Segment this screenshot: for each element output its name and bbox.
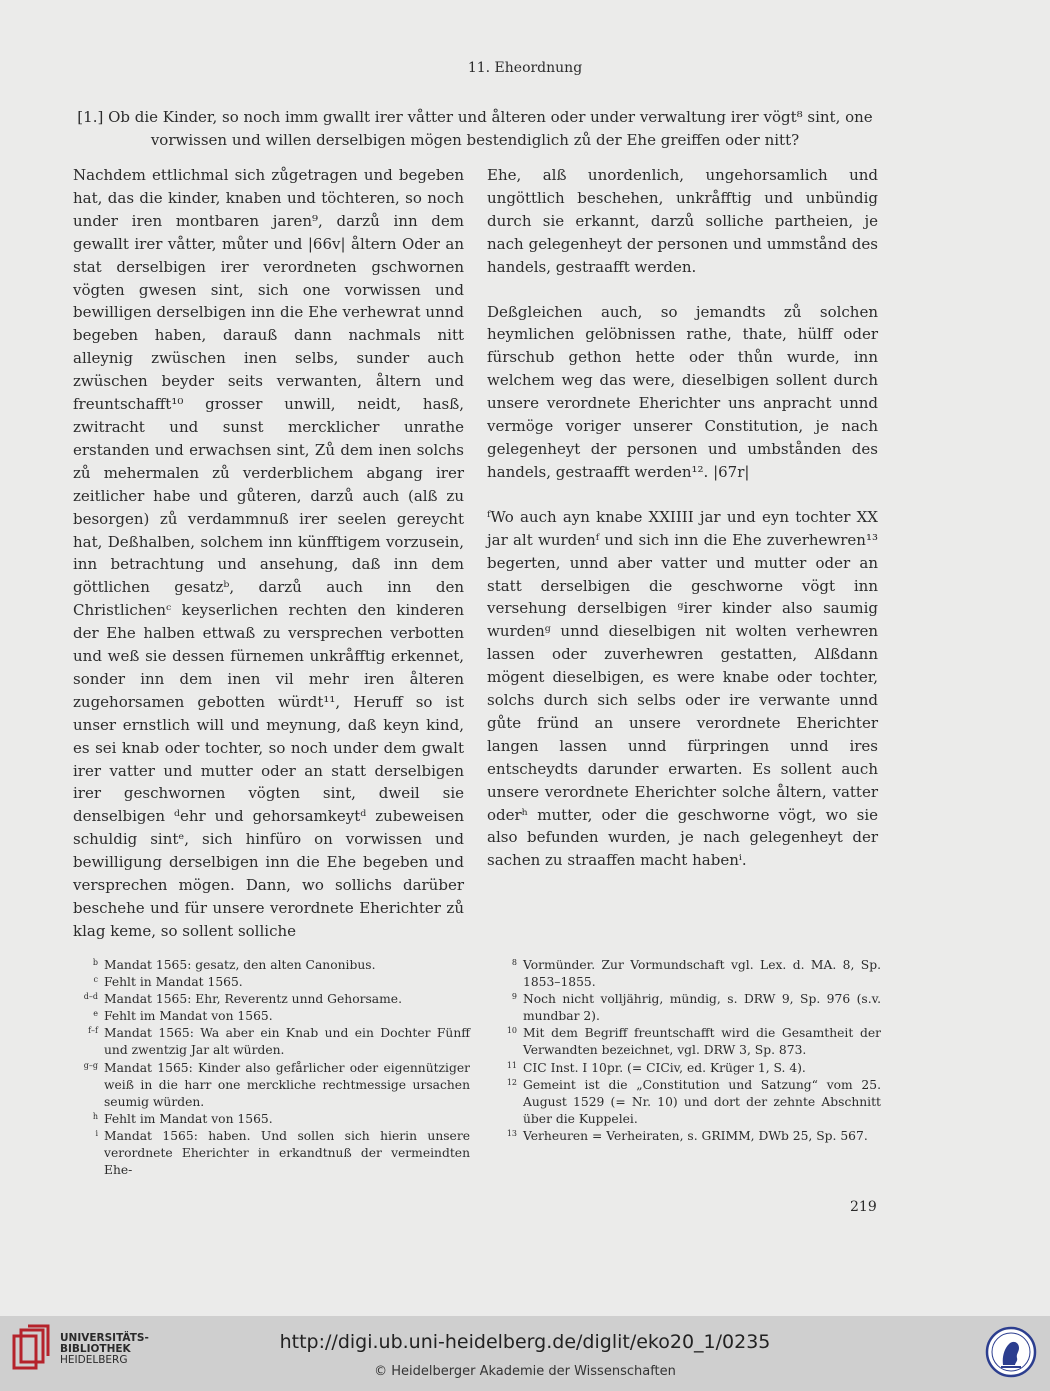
footnote-text: Noch nicht volljährig, mündig, s. DRW 9, Sp. 976 (s.v. mundbar 2). (523, 992, 881, 1024)
footnote-text: Mandat 1565: Wa aber ein Knab und ein Dochter Fünff und zwentzig Jar alt würden. (104, 1026, 470, 1058)
footnote-text: Verheuren = Verheiraten, s. GRIMM, DWb 25, Sp. 567. (523, 1128, 868, 1143)
library-name-line: BIBLIOTHEK (60, 1343, 131, 1355)
footnote-text: CIC Inst. I 10pr. (= CICiv, ed. Krüger 1, S. 4). (523, 1060, 806, 1075)
footnote (497, 991, 881, 1025)
footnote-mark: e (93, 1009, 98, 1019)
footnote (78, 1060, 470, 1111)
footnote-text: Vormünder. Zur Vormundschaft vgl. Lex. d. MA. 8, Sp. 1853–1855. (523, 958, 881, 990)
footnote (78, 1111, 470, 1128)
footnote-text: Fehlt im Mandat von 1565. (104, 1009, 273, 1024)
left-column (73, 164, 464, 943)
footnote (497, 1060, 881, 1077)
running-head: 11. Eheordnung (467, 60, 583, 76)
footnote-text: Gemeint ist die „Constitution und Satzung“ vom 25. August 1529 (= Nr. 10) und dort der zehnte Abschnitt über die Kuppelei. (523, 1077, 881, 1126)
footnote-text: Mandat 1565: Ehr, Reverentz unnd Gehorsame. (104, 992, 402, 1007)
footnote-mark: c (93, 975, 98, 985)
footnote-text: Mit dem Begriff freuntschafft wird die Gesamtheit der Verwandten bezeichnet, vgl. DRW 3, Sp. 873. (523, 1026, 881, 1058)
footnote-mark: g–g (83, 1060, 98, 1070)
footnotes-left (78, 957, 470, 1179)
section-heading: [1.] Ob die Kinder, so noch imm gwallt irer våtter und ålteren oder under verwaltung irer vögt⁸ sint, one vorwissen und willen derselbigen mögen bestendiglich zů der Ehe greiffen oder nitt? (77, 108, 873, 149)
right-column (487, 164, 878, 872)
footnote-mark: 8 (511, 958, 517, 967)
footnote-mark: i (95, 1128, 98, 1138)
footnote-text: Fehlt im Mandat von 1565. (104, 1111, 273, 1126)
footnote-mark: f–f (88, 1026, 98, 1036)
footnote-mark: 12 (506, 1077, 517, 1087)
footnote (78, 974, 470, 991)
footnote-mark: 10 (506, 1026, 517, 1036)
footnote-text: Fehlt in Mandat 1565. (104, 975, 243, 990)
copyright-notice: © Heidelberger Akademie der Wissenschaften (374, 1364, 676, 1379)
footnote (78, 991, 470, 1008)
footnote-mark: b (92, 958, 98, 967)
page-number: 219 (850, 1199, 877, 1215)
footnote (78, 1128, 470, 1179)
library-name-line: HEIDELBERG (60, 1354, 128, 1366)
footnote (78, 1008, 470, 1025)
footnote-mark: d–d (83, 992, 98, 1002)
paragraph: Deßgleichen auch, so jemandts zů solchen heymlichen gelöbnissen rathe, thate, hülff oder fürschub gethon hette oder thůn wurde, inn welchem weg das were, dieselbigen sollent durch unsere verordnete Eherichter uns anpracht unnd vermöge voriger unserer Constitution, je nach gelegenheyt der personen und umbstånden des handels, gestraafft werden¹². |67r| (487, 302, 878, 481)
footnote (497, 1077, 881, 1128)
paragraph: ᶠWo auch ayn knabe XXIIII jar und eyn tochter XX jar alt wurdenᶠ und sich inn die Ehe zuverhewren¹³ begerten, unnd aber vatter und mutter oder an statt derselbigen die geschworne vögt inn versehung derselbigen ᵍirer kinder also saumig wurdenᵍ unnd dieselbigen nit wolten verhewren lassen oder zuverhewren gestatten, Alßdann mögent dieselbigen, es were knabe oder tochter, solchs durch sich selbs oder ire verwante unnd gůte fründ an unsere verordnete Eherichter langen lassen unnd fürpringen unnd ires entscheydts darunder erwarten. Es sollent auch unsere verordnete Eherichter solche åltern, vatter oderʰ mutter, oder die geschworne vögt, wo sie also befunden wurden, je nach gelegenheyt der sachen zu straaffen macht habenⁱ. (487, 507, 878, 870)
footnote-text: Mandat 1565: gesatz, den alten Canonibus. (104, 958, 376, 972)
paragraph: Ehe, alß unordenlich, ungehorsamlich und ungöttlich beschehen, unkråfftig und unbündig durch sie erkannt, darzů solliche partheien, je nach gelegenheyt der personen und ummstånd des handels, gestraafft werden. (487, 166, 878, 276)
footnote (78, 957, 470, 974)
footnote (497, 1025, 881, 1059)
footnotes-right (497, 957, 881, 1145)
footnote-mark: h (92, 1111, 98, 1121)
footnote (497, 957, 881, 991)
permalink-url[interactable]: http://digi.ub.uni-heidelberg.de/diglit/eko20_1/0235 (279, 1331, 771, 1353)
viewer-footer (0, 1316, 1050, 1391)
footnote-mark: 13 (506, 1128, 517, 1138)
footnote (78, 1025, 470, 1059)
footnote-mark: 9 (511, 992, 517, 1002)
footnote-text: Mandat 1565: haben. Und sollen sich hierin unsere verordnete Eherichter in erkandtnuß der vermeindten Ehe- (104, 1128, 470, 1178)
footnote-mark: 11 (506, 1060, 517, 1070)
footnote-text: Mandat 1565: Kinder also gefårlicher oder eigennütziger weiß in die harr one merckliche rechtmessige ursachen seumig würden. (104, 1060, 470, 1109)
footnote (497, 1128, 881, 1145)
library-name-line: UNIVERSITÄTS- (60, 1332, 149, 1344)
academy-seal-icon[interactable] (985, 1325, 1037, 1379)
paragraph: Nachdem ettlichmal sich zůgetragen und begeben hat, das die kinder, knaben und töchteren, so noch under iren montbaren jaren⁹, darzů inn dem gewallt irer våtter, můter und |66v| åltern Oder an stat derselbigen irer verordneten gschwornen vögten gwesen sint, sich one vorwissen und bewilligen derselbigen inn die Ehe verhewrat unnd begeben haben, darauß dann nachmals nitt alleynig zwüschen inen selbs, sunder auch zwüschen beyder seits verwanten, åltern und freuntschafft¹⁰ grosser unwill, neidt, hasß, zwitracht und sunst mercklicher unrathe erstanden und erwachsen sint, Zů dem inen solchs zů mehermalen zů verderblichem abgang irer zeitlicher habe und gůteren, darzů auch (alß zu besorgen) zů verdammnuß irer seelen gereycht hat, Deßhalben, solchem inn künfftigem vorzusein, inn betrachtung und ansehung, daß inn dem göttlichen gesatzᵇ, darzů auch inn den Christlichenᶜ keyserlichen rechten den kinderen der Ehe halben ettwaß zu versprechen verbotten und weß sie dessen fürnemen unkråfftig erkennet, sonder inn dem inen vil mehr iren ålteren zugehorsamen gebotten würdt¹¹, Heruff so ist unser ernstlich will und meynung, daß keyn kind, es sei knab oder tochter, so noch under dem gwalt irer vatter und mutter oder an statt derselbigen irer geschwornen vögten sint, dweil sie denselbigen ᵈehr und gehorsamkeytᵈ zubeweisen schuldig sintᵉ, sich hinfüro on vorwissen und bewilligung derselbigen inn die Ehe begeben und versprechen mögen. Dann, wo sollichs darüber beschehe und für unsere verordnete Eherichter zů klag keme, so sollent solliche (73, 166, 464, 940)
